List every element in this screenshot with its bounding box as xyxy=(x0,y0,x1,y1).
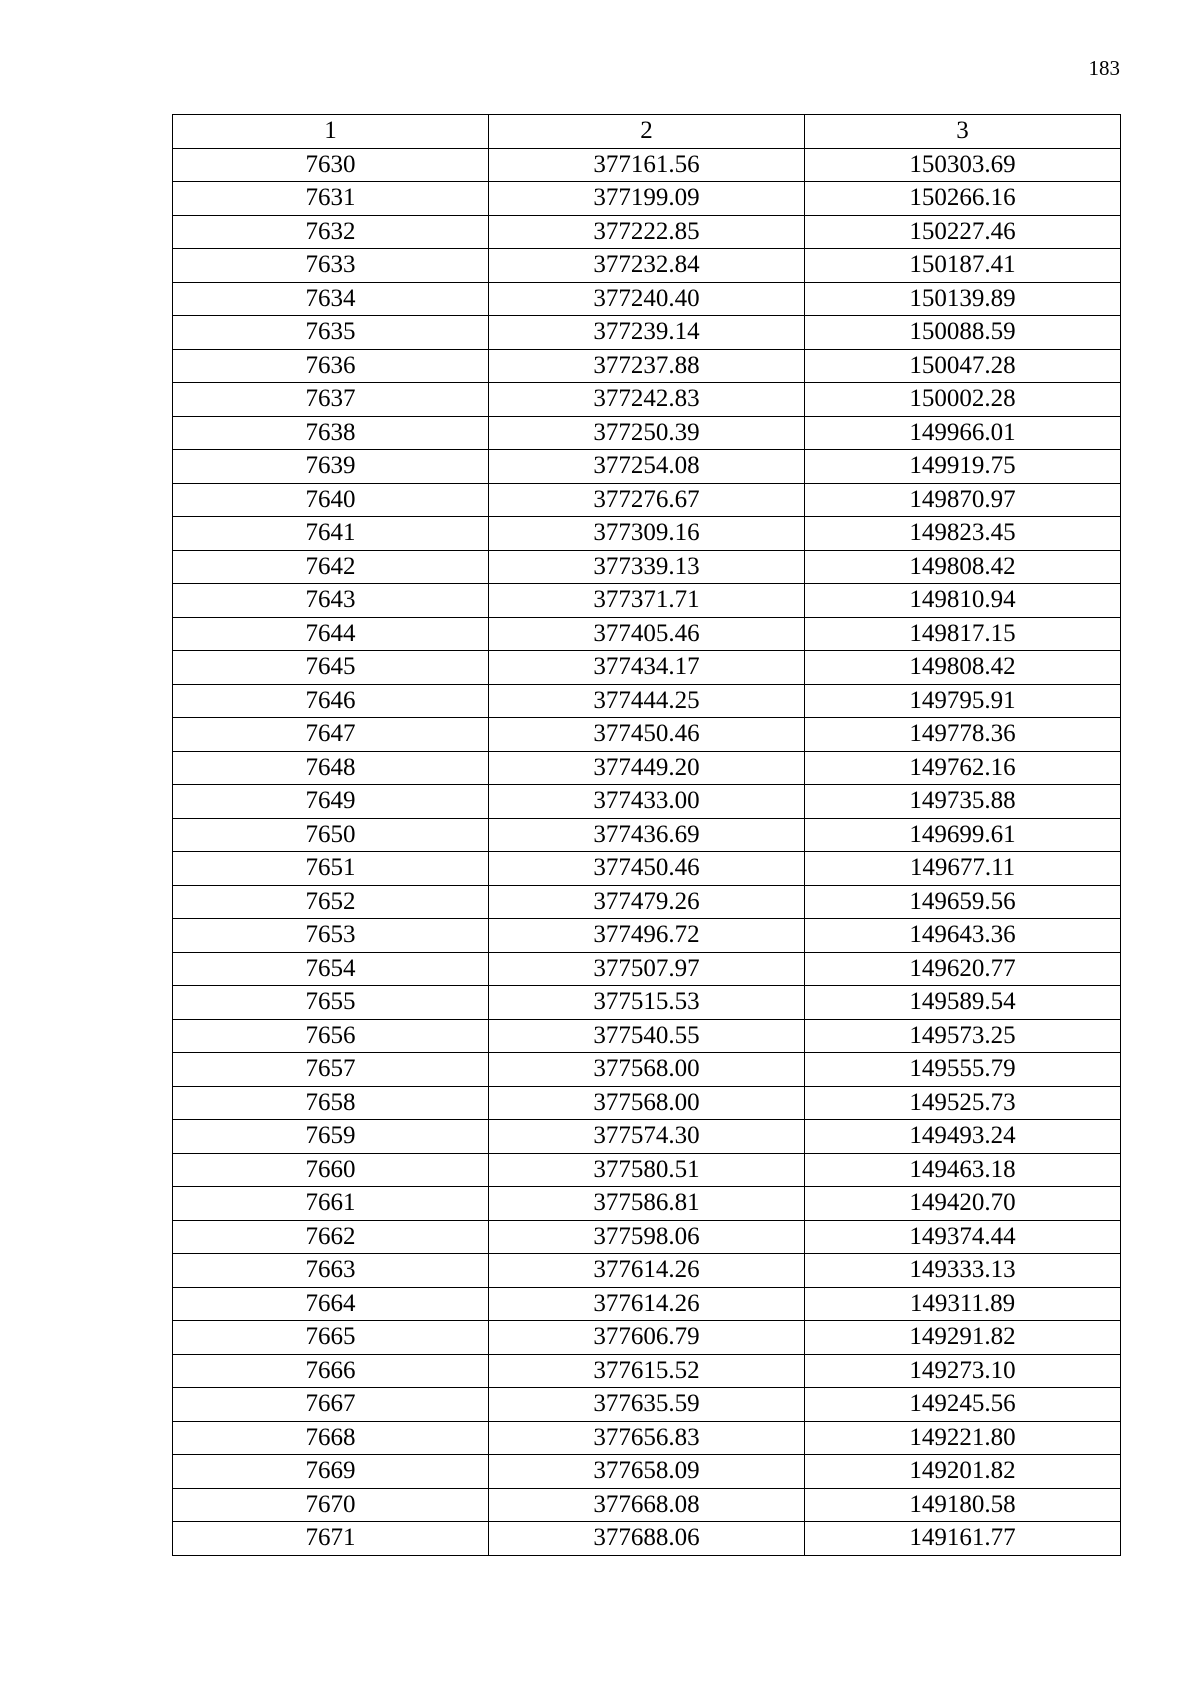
point-number-cell: 7633 xyxy=(173,249,489,283)
y-coordinate-cell: 150139.89 xyxy=(805,282,1121,316)
table-row xyxy=(173,919,1121,953)
table-row xyxy=(173,450,1121,484)
x-coordinate-cell: 377574.30 xyxy=(489,1120,805,1154)
table-row xyxy=(173,1120,1121,1154)
x-coordinate-cell: 377434.17 xyxy=(489,651,805,685)
table-row xyxy=(173,1153,1121,1187)
y-coordinate-cell: 149311.89 xyxy=(805,1287,1121,1321)
table-row xyxy=(173,517,1121,551)
x-coordinate-cell: 377586.81 xyxy=(489,1187,805,1221)
x-coordinate-cell: 377240.40 xyxy=(489,282,805,316)
point-number-cell: 7654 xyxy=(173,952,489,986)
y-coordinate-cell: 149677.11 xyxy=(805,852,1121,886)
point-number-cell: 7637 xyxy=(173,383,489,417)
table-row xyxy=(173,1019,1121,1053)
point-number-cell: 7664 xyxy=(173,1287,489,1321)
x-coordinate-cell: 377450.46 xyxy=(489,852,805,886)
point-number-cell: 7670 xyxy=(173,1488,489,1522)
point-number-cell: 7651 xyxy=(173,852,489,886)
x-coordinate-cell: 377568.00 xyxy=(489,1053,805,1087)
y-coordinate-cell: 149810.94 xyxy=(805,584,1121,618)
y-coordinate-cell: 149870.97 xyxy=(805,483,1121,517)
x-coordinate-cell: 377688.06 xyxy=(489,1522,805,1556)
table-row xyxy=(173,617,1121,651)
y-coordinate-cell: 149808.42 xyxy=(805,550,1121,584)
table-row xyxy=(173,1522,1121,1556)
table-row xyxy=(173,785,1121,819)
table-row xyxy=(173,651,1121,685)
point-number-cell: 7666 xyxy=(173,1354,489,1388)
x-coordinate-cell: 377276.67 xyxy=(489,483,805,517)
x-coordinate-cell: 377580.51 xyxy=(489,1153,805,1187)
x-coordinate-cell: 377658.09 xyxy=(489,1455,805,1489)
table-row xyxy=(173,885,1121,919)
table-row xyxy=(173,1220,1121,1254)
header-cell-1: 1 xyxy=(173,115,489,149)
point-number-cell: 7663 xyxy=(173,1254,489,1288)
x-coordinate-cell: 377668.08 xyxy=(489,1488,805,1522)
point-number-cell: 7645 xyxy=(173,651,489,685)
x-coordinate-cell: 377450.46 xyxy=(489,718,805,752)
point-number-cell: 7643 xyxy=(173,584,489,618)
y-coordinate-cell: 150047.28 xyxy=(805,349,1121,383)
y-coordinate-cell: 149493.24 xyxy=(805,1120,1121,1154)
table-header xyxy=(173,115,1121,149)
y-coordinate-cell: 149273.10 xyxy=(805,1354,1121,1388)
table-row xyxy=(173,483,1121,517)
point-number-cell: 7659 xyxy=(173,1120,489,1154)
table-row xyxy=(173,1086,1121,1120)
x-coordinate-cell: 377309.16 xyxy=(489,517,805,551)
x-coordinate-cell: 377237.88 xyxy=(489,349,805,383)
table-row xyxy=(173,349,1121,383)
x-coordinate-cell: 377444.25 xyxy=(489,684,805,718)
x-coordinate-cell: 377254.08 xyxy=(489,450,805,484)
x-coordinate-cell: 377656.83 xyxy=(489,1421,805,1455)
point-number-cell: 7639 xyxy=(173,450,489,484)
point-number-cell: 7647 xyxy=(173,718,489,752)
x-coordinate-cell: 377242.83 xyxy=(489,383,805,417)
y-coordinate-cell: 150002.28 xyxy=(805,383,1121,417)
y-coordinate-cell: 150266.16 xyxy=(805,182,1121,216)
x-coordinate-cell: 377161.56 xyxy=(489,148,805,182)
y-coordinate-cell: 149919.75 xyxy=(805,450,1121,484)
y-coordinate-cell: 149573.25 xyxy=(805,1019,1121,1053)
table-row xyxy=(173,1421,1121,1455)
point-number-cell: 7661 xyxy=(173,1187,489,1221)
point-number-cell: 7657 xyxy=(173,1053,489,1087)
x-coordinate-cell: 377479.26 xyxy=(489,885,805,919)
point-number-cell: 7641 xyxy=(173,517,489,551)
header-row xyxy=(173,115,1121,149)
page-number: 183 xyxy=(1088,56,1120,80)
point-number-cell: 7668 xyxy=(173,1421,489,1455)
table-row xyxy=(173,852,1121,886)
y-coordinate-cell: 149778.36 xyxy=(805,718,1121,752)
point-number-cell: 7669 xyxy=(173,1455,489,1489)
point-number-cell: 7652 xyxy=(173,885,489,919)
y-coordinate-cell: 149201.82 xyxy=(805,1455,1121,1489)
y-coordinate-cell: 149221.80 xyxy=(805,1421,1121,1455)
x-coordinate-cell: 377540.55 xyxy=(489,1019,805,1053)
header-cell-3: 3 xyxy=(805,115,1121,149)
table-row xyxy=(173,718,1121,752)
y-coordinate-cell: 149180.58 xyxy=(805,1488,1121,1522)
table-row xyxy=(173,1254,1121,1288)
x-coordinate-cell: 377507.97 xyxy=(489,952,805,986)
y-coordinate-cell: 149374.44 xyxy=(805,1220,1121,1254)
point-number-cell: 7638 xyxy=(173,416,489,450)
table-row xyxy=(173,818,1121,852)
point-number-cell: 7658 xyxy=(173,1086,489,1120)
x-coordinate-cell: 377250.39 xyxy=(489,416,805,450)
x-coordinate-cell: 377614.26 xyxy=(489,1287,805,1321)
table-row xyxy=(173,1455,1121,1489)
x-coordinate-cell: 377515.53 xyxy=(489,986,805,1020)
point-number-cell: 7656 xyxy=(173,1019,489,1053)
table-row xyxy=(173,986,1121,1020)
point-number-cell: 7644 xyxy=(173,617,489,651)
y-coordinate-cell: 149161.77 xyxy=(805,1522,1121,1556)
table-row xyxy=(173,1321,1121,1355)
table-row xyxy=(173,1287,1121,1321)
point-number-cell: 7653 xyxy=(173,919,489,953)
x-coordinate-cell: 377371.71 xyxy=(489,584,805,618)
y-coordinate-cell: 149589.54 xyxy=(805,986,1121,1020)
coordinates-table xyxy=(172,114,1121,1556)
header-cell-2: 2 xyxy=(489,115,805,149)
table-row xyxy=(173,215,1121,249)
point-number-cell: 7649 xyxy=(173,785,489,819)
point-number-cell: 7671 xyxy=(173,1522,489,1556)
y-coordinate-cell: 149643.36 xyxy=(805,919,1121,953)
table-row xyxy=(173,1388,1121,1422)
y-coordinate-cell: 149620.77 xyxy=(805,952,1121,986)
x-coordinate-cell: 377436.69 xyxy=(489,818,805,852)
y-coordinate-cell: 149291.82 xyxy=(805,1321,1121,1355)
point-number-cell: 7650 xyxy=(173,818,489,852)
x-coordinate-cell: 377339.13 xyxy=(489,550,805,584)
point-number-cell: 7640 xyxy=(173,483,489,517)
table-row xyxy=(173,282,1121,316)
table-row xyxy=(173,249,1121,283)
table-row xyxy=(173,1187,1121,1221)
table-row xyxy=(173,416,1121,450)
point-number-cell: 7632 xyxy=(173,215,489,249)
y-coordinate-cell: 149525.73 xyxy=(805,1086,1121,1120)
point-number-cell: 7655 xyxy=(173,986,489,1020)
point-number-cell: 7648 xyxy=(173,751,489,785)
x-coordinate-cell: 377239.14 xyxy=(489,316,805,350)
y-coordinate-cell: 149762.16 xyxy=(805,751,1121,785)
x-coordinate-cell: 377568.00 xyxy=(489,1086,805,1120)
y-coordinate-cell: 149699.61 xyxy=(805,818,1121,852)
table-row xyxy=(173,1488,1121,1522)
table-row xyxy=(173,1053,1121,1087)
y-coordinate-cell: 149555.79 xyxy=(805,1053,1121,1087)
point-number-cell: 7662 xyxy=(173,1220,489,1254)
table-row xyxy=(173,751,1121,785)
table-row xyxy=(173,584,1121,618)
y-coordinate-cell: 150303.69 xyxy=(805,148,1121,182)
y-coordinate-cell: 150227.46 xyxy=(805,215,1121,249)
point-number-cell: 7667 xyxy=(173,1388,489,1422)
y-coordinate-cell: 149463.18 xyxy=(805,1153,1121,1187)
x-coordinate-cell: 377496.72 xyxy=(489,919,805,953)
table-row xyxy=(173,1354,1121,1388)
y-coordinate-cell: 149823.45 xyxy=(805,517,1121,551)
y-coordinate-cell: 149808.42 xyxy=(805,651,1121,685)
point-number-cell: 7665 xyxy=(173,1321,489,1355)
table-row xyxy=(173,148,1121,182)
table-row xyxy=(173,182,1121,216)
table-row xyxy=(173,684,1121,718)
point-number-cell: 7631 xyxy=(173,182,489,216)
point-number-cell: 7635 xyxy=(173,316,489,350)
y-coordinate-cell: 149420.70 xyxy=(805,1187,1121,1221)
point-number-cell: 7634 xyxy=(173,282,489,316)
y-coordinate-cell: 149795.91 xyxy=(805,684,1121,718)
x-coordinate-cell: 377222.85 xyxy=(489,215,805,249)
y-coordinate-cell: 149245.56 xyxy=(805,1388,1121,1422)
y-coordinate-cell: 149817.15 xyxy=(805,617,1121,651)
y-coordinate-cell: 150088.59 xyxy=(805,316,1121,350)
x-coordinate-cell: 377615.52 xyxy=(489,1354,805,1388)
x-coordinate-cell: 377232.84 xyxy=(489,249,805,283)
x-coordinate-cell: 377449.20 xyxy=(489,751,805,785)
y-coordinate-cell: 150187.41 xyxy=(805,249,1121,283)
point-number-cell: 7660 xyxy=(173,1153,489,1187)
table-row xyxy=(173,550,1121,584)
table-row xyxy=(173,383,1121,417)
point-number-cell: 7630 xyxy=(173,148,489,182)
x-coordinate-cell: 377635.59 xyxy=(489,1388,805,1422)
point-number-cell: 7642 xyxy=(173,550,489,584)
x-coordinate-cell: 377614.26 xyxy=(489,1254,805,1288)
x-coordinate-cell: 377606.79 xyxy=(489,1321,805,1355)
x-coordinate-cell: 377433.00 xyxy=(489,785,805,819)
y-coordinate-cell: 149966.01 xyxy=(805,416,1121,450)
point-number-cell: 7636 xyxy=(173,349,489,383)
y-coordinate-cell: 149735.88 xyxy=(805,785,1121,819)
table-row xyxy=(173,952,1121,986)
x-coordinate-cell: 377598.06 xyxy=(489,1220,805,1254)
point-number-cell: 7646 xyxy=(173,684,489,718)
table-body xyxy=(173,148,1121,1555)
y-coordinate-cell: 149659.56 xyxy=(805,885,1121,919)
table-row xyxy=(173,316,1121,350)
y-coordinate-cell: 149333.13 xyxy=(805,1254,1121,1288)
x-coordinate-cell: 377199.09 xyxy=(489,182,805,216)
x-coordinate-cell: 377405.46 xyxy=(489,617,805,651)
